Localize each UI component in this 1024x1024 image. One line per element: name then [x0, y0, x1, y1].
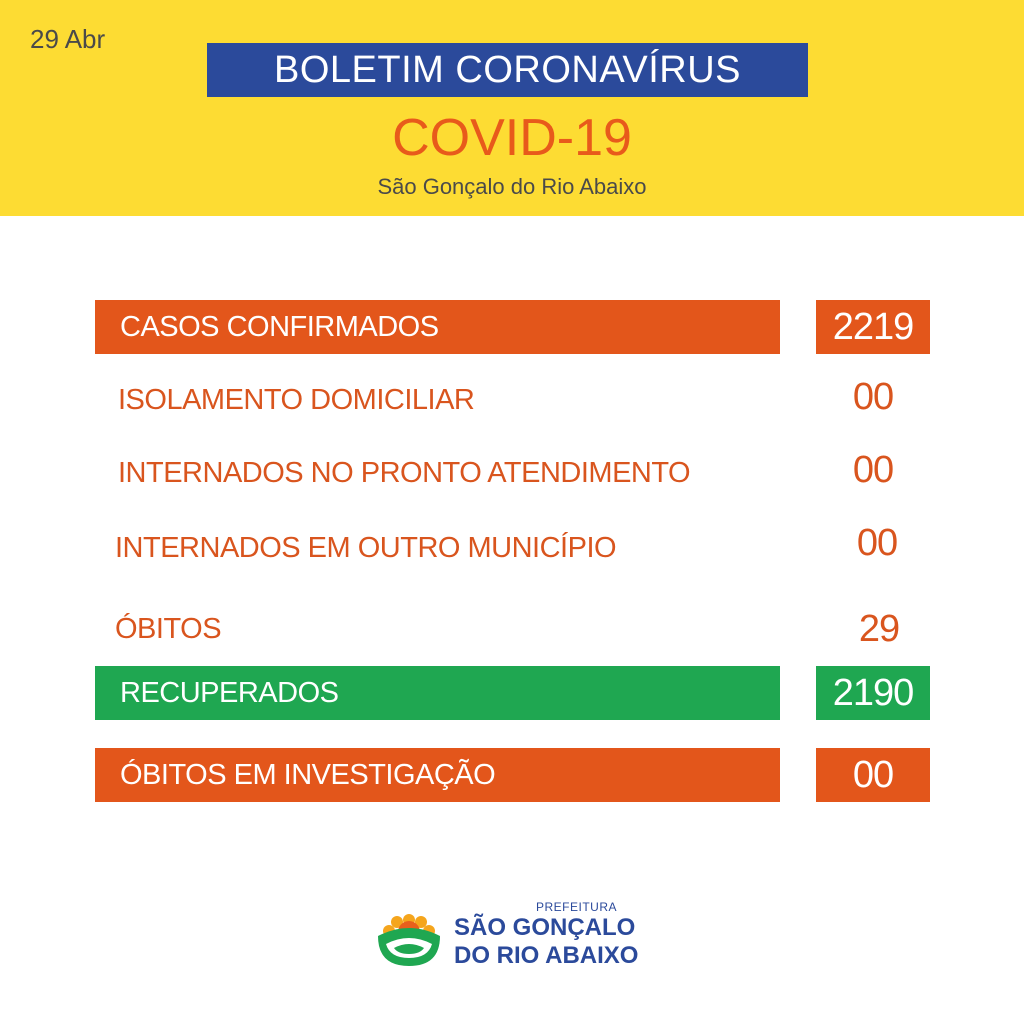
- logo-prefix: PREFEITURA: [536, 900, 618, 914]
- stat-label-recovered: RECUPERADOS: [95, 666, 780, 720]
- header-banner: [0, 0, 1024, 216]
- stat-label-home-isolation: ISOLAMENTO DOMICILIAR: [118, 383, 475, 416]
- bulletin-subtitle: COVID-19: [392, 109, 632, 167]
- prefeitura-logo: [374, 898, 644, 978]
- city-name: São Gonçalo do Rio Abaixo: [377, 174, 647, 199]
- stat-value-recovered: 2190: [816, 666, 930, 720]
- stat-value-deaths: 29: [858, 607, 900, 650]
- logo-city-line1: SÃO GONÇALO: [454, 914, 636, 941]
- bulletin-date: 29 Abr: [30, 24, 106, 54]
- bulletin-title: BOLETIM CORONAVÍRUS: [207, 43, 808, 97]
- stat-label-hospitalized-local: INTERNADOS NO PRONTO ATENDIMENTO: [118, 456, 691, 489]
- stat-label-hospitalized-other-city: INTERNADOS EM OUTRO MUNICÍPIO: [115, 531, 617, 564]
- stat-label-deaths: ÓBITOS: [115, 612, 222, 645]
- stat-value-deaths-under-investigation: 00: [816, 748, 930, 802]
- stat-value-confirmed-cases: 2219: [816, 300, 930, 354]
- stat-label-confirmed-cases: CASOS CONFIRMADOS: [95, 300, 780, 354]
- stat-label-deaths-under-investigation: ÓBITOS EM INVESTIGAÇÃO: [95, 748, 780, 802]
- stat-value-hospitalized-other-city: 00: [856, 521, 898, 564]
- stat-value-home-isolation: 00: [852, 375, 894, 418]
- stat-value-hospitalized-local: 00: [852, 448, 894, 491]
- sun-hills-logo-icon: [374, 900, 444, 970]
- logo-city-line2: DO RIO ABAIXO: [454, 942, 639, 969]
